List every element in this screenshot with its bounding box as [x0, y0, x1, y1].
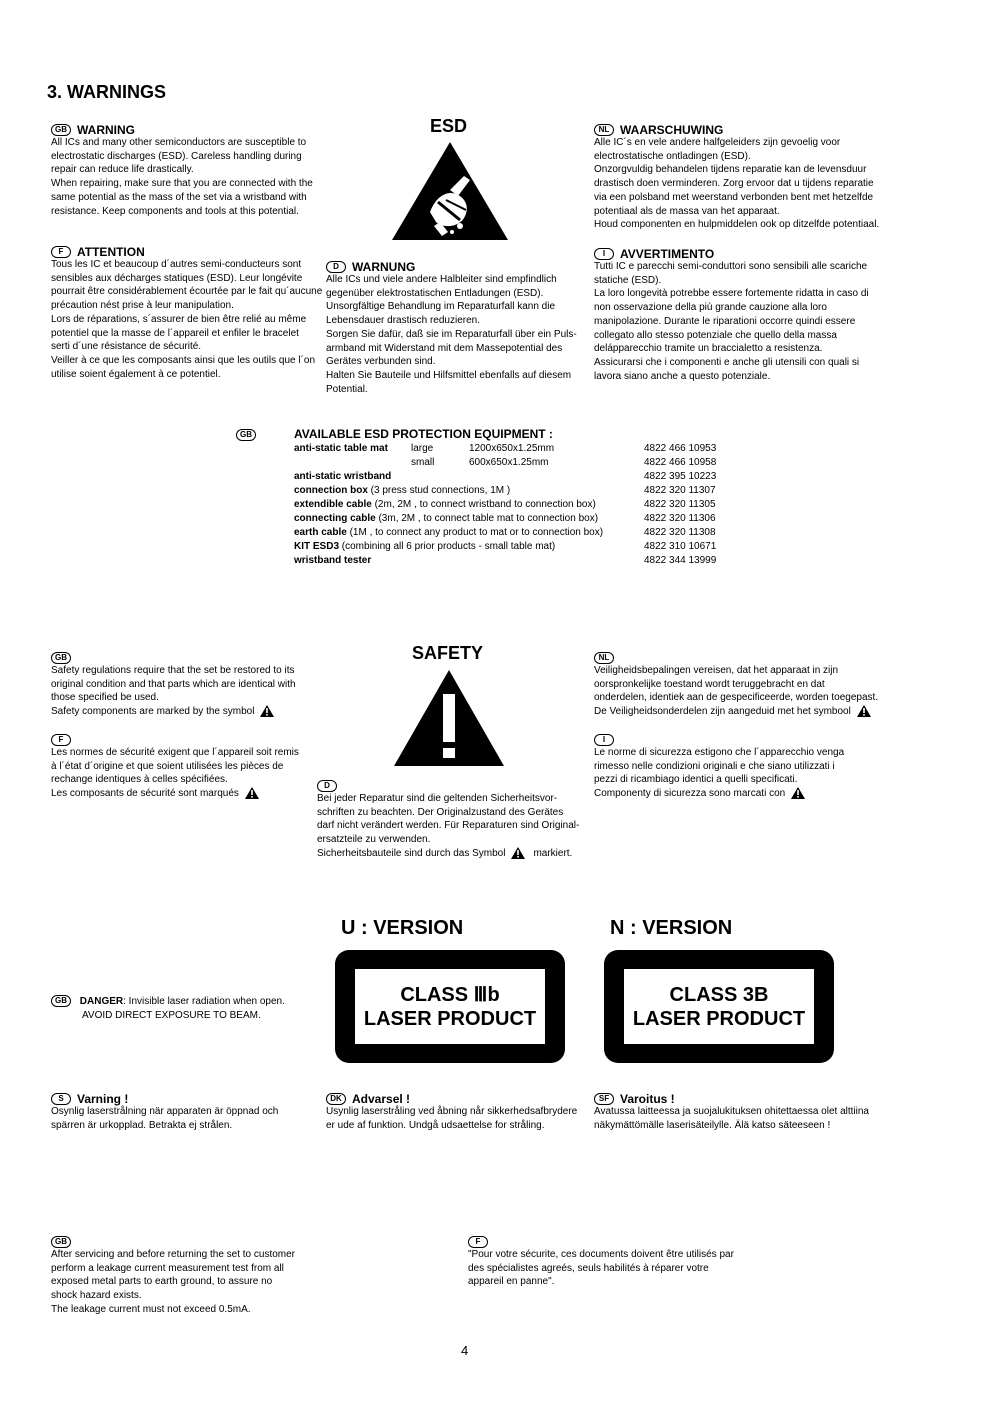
lang-badge: GB	[51, 124, 71, 136]
equipment-size: small	[411, 457, 435, 468]
paragraph: Alle IC´s en vele andere halfgeleiders zijn gevoelig voor electrostatische ontladingen (ESD). Onzorgvuldig behandelen tijdens reparatie kan de levensduur drastisch doen verminderen. Zorg ervoor dat u tijdens reparatie via een polsband met weerstand verbonden bent met hetzelfde potentiaal als de massa van het apparaat. Houd componenten en hulpmiddelen ook op ditzelfde potentiaal.	[594, 137, 880, 231]
equipment-row	[294, 555, 764, 569]
danger-label: DANGER	[79, 996, 124, 1007]
footer-gb-block	[51, 1233, 331, 1317]
lang-badge: NL	[594, 652, 614, 664]
equipment-name	[294, 555, 644, 569]
lang-badge: SF	[594, 1093, 614, 1105]
label-line: CLASS 3B	[669, 983, 769, 1006]
lang-badge: F	[51, 246, 71, 258]
equipment-desc: (combining all 6 prior products - small table mat)	[339, 541, 556, 552]
equipment-desc: (1M , to connect any product to mat or to connection box)	[346, 527, 604, 538]
section-heading: Advarsel !	[352, 1091, 411, 1106]
esd-i-block	[594, 245, 894, 383]
paragraph: Alle ICs und viele andere Halbleiter sind empfindlich gegenüber elektrostatischen Entladungen (ESD). Unsorgfältige Behandlung im Reparaturfall kann die Lebensdauer drastisch reduzieren. Sorgen Sie dafür, daß sie im Reparaturfall über ein Puls- armband mit Widerstand mit dem Massepotential des Gerätes verbunden sind. Halten Sie Bauteile und Hilfsmittel ebenfalls auf diesem Potential.	[326, 274, 577, 395]
lang-badge: GB	[51, 1236, 71, 1248]
equipment-code: 4822 466 10958	[644, 457, 717, 468]
equipment-desc: (3m, 2M , to connect table mat to connection box)	[375, 513, 599, 524]
safety-f-block	[51, 731, 321, 801]
lang-badge: GB	[51, 995, 71, 1007]
equipment-row	[294, 457, 764, 471]
lang-badge: D	[326, 261, 346, 273]
caution-icon	[791, 787, 805, 799]
laser-s-block	[51, 1090, 321, 1132]
equipment-name	[294, 527, 644, 541]
equipment-code: 4822 320 11305	[644, 499, 716, 510]
equipment-dims: 600x650x1.25mm	[469, 457, 549, 468]
equipment-code: 4822 466 10953	[644, 443, 717, 454]
equipment-code: 4822 320 11307	[644, 485, 716, 496]
safety-d-block	[317, 777, 587, 861]
equipment-name	[294, 471, 644, 485]
laser-sf-block	[594, 1090, 894, 1132]
laser-label-u	[335, 950, 565, 1063]
u-version-title: U : VERSION	[341, 917, 464, 939]
page-number: 4	[461, 1343, 469, 1358]
caution-icon	[857, 705, 871, 717]
danger-text: : Invisible laser radiation when open.	[123, 996, 285, 1007]
paragraph: Veiligheidsbepalingen vereisen, dat het apparaat in zijn oorspronkelijke toestand wordt teruggebracht en dat onderdelen, identiek aan de gespecificeerde, worden toegepast.	[594, 665, 879, 704]
equipment-row	[294, 499, 764, 513]
page-title: 3. WARNINGS	[47, 82, 167, 102]
safety-nl-block	[594, 649, 894, 719]
section-heading: AVVERTIMENTO	[620, 246, 715, 261]
equipment-row	[294, 485, 764, 499]
equipment-name-bold: wristband tester	[294, 555, 372, 566]
paragraph: After servicing and before returning the set to customer perform a leakage current measurement test from all exposed metal parts to earth ground, to assure no shock hazard exists. The leakage current must not exceed 0.5mA.	[51, 1249, 296, 1315]
equipment-row	[294, 513, 764, 527]
safety-i-block	[594, 731, 894, 801]
paragraph: "Pour votre sécurite, ces documents doivent être utilisés par des spécialistes agreés, seuls habilités à réparer votre appareil en panne".	[468, 1249, 734, 1288]
symbol-line: Les composants de sécurité sont marqués	[51, 788, 239, 800]
section-heading: ATTENTION	[77, 244, 145, 259]
paragraph: All ICs and many other semiconductors are susceptible to electrostatic discharges (ESD). Careless handling during repair can reduce life drastically. When repairing, make sure that you are connected with the same potential as the mass of the set via a wristband with resistance. Keep components and tools at this potential.	[51, 137, 313, 217]
n-version-title: N : VERSION	[610, 917, 733, 939]
footer-f-block	[468, 1233, 768, 1289]
equipment-name	[294, 513, 644, 527]
esd-gb-block	[51, 121, 331, 218]
paragraph: Les normes de sécurité exigent que l´appareil soit remis à l´état d´origine et que soient utilisées les pièces de rechange identiques à celles spécifiées.	[51, 747, 299, 786]
symbol-line: Sicherheitsbauteile sind durch das Symbol	[317, 847, 506, 859]
equipment-name-bold: KIT ESD3	[294, 541, 340, 552]
section-heading: WARNING	[77, 122, 135, 137]
lang-badge: D	[317, 780, 337, 792]
lang-badge: I	[594, 248, 614, 260]
section-heading: Varning !	[77, 1091, 129, 1106]
caution-icon	[260, 705, 274, 717]
equipment-dims: 1200x650x1.25mm	[469, 443, 555, 454]
lang-badge: GB	[51, 652, 71, 664]
symbol-line: Safety components are marked by the symbol	[51, 706, 255, 718]
equipment-code: 4822 310 10671	[644, 541, 717, 552]
label-line: CLASS Ⅲb	[400, 983, 500, 1006]
lang-badge: F	[468, 1236, 488, 1248]
danger-text: AVOID DIRECT EXPOSURE TO BEAM.	[82, 1009, 261, 1021]
caution-icon	[245, 787, 259, 799]
esd-d-block	[326, 258, 586, 396]
symbol-line-suffix: markiert.	[533, 847, 573, 859]
esd-title: ESD	[430, 116, 468, 136]
symbol-line: Componenty di sicurezza sono marcati con	[594, 788, 786, 800]
paragraph: Osynlig laserstrålning när apparaten är öppnad och spärren är urkopplad. Betrakta ej strålen.	[51, 1106, 279, 1131]
paragraph: Le norme di sicurezza estigono che l´apparecchio venga rimesso nelle condizioni originali e che siano utilizzati i pezzi di ricambiago identici a quelli specificati.	[594, 747, 845, 786]
section-heading: WAARSCHUWING	[620, 122, 724, 137]
equipment-name: anti-static table mat	[294, 443, 388, 454]
paragraph: Safety regulations require that the set be restored to its original condition and that parts which are identical with those specified be used.	[51, 665, 296, 704]
danger-block	[51, 995, 321, 1022]
esd-f-block	[51, 243, 331, 381]
esd-warning-icon	[390, 140, 510, 242]
lang-badge: NL	[594, 124, 614, 136]
section-heading: Varoitus !	[620, 1091, 675, 1106]
equipment-row	[294, 471, 764, 485]
equipment-name	[294, 485, 644, 499]
paragraph: Usynlig laserstråling ved åbning når sikkerhedsafbrydere er ude af funktion. Undgå udsaettelse for stråling.	[326, 1106, 578, 1131]
paragraph: Bei jeder Reparatur sind die geltenden Sicherheitsvor- schriften zu beachten. Der Originalzustand des Gerätes darf nicht verändert werden. Für Reparaturen sind Original- ersatzteile zu verwenden.	[317, 793, 580, 846]
lang-badge: I	[594, 734, 614, 746]
label-line: LASER PRODUCT	[363, 1007, 537, 1030]
paragraph: Tous les IC et beaucoup d´autres semi-conducteurs sont sensibles aux décharges statiques (ESD). Leur longévite pourrait être considérablement écourtée par le fait qu´aucune précaution nést prise à leur manipulation. Lors de réparations, s´assurer de bien être relié au même potentiel que la masse de l´appareil et enfiler le bracelet serti d´une résistance de sécurité. Veiller à ce que les composants ainsi que les outils que l´on utilise soient également à ce potentiel.	[51, 259, 323, 380]
caution-icon	[511, 847, 525, 859]
laser-dk-block	[326, 1090, 596, 1132]
laser-label-n	[604, 950, 834, 1063]
symbol-line: De Veiligheidsonderdelen zijn aangeduid met het symbool	[594, 706, 851, 718]
equipment-row	[294, 541, 764, 555]
equipment-desc: (3 press stud connections, 1M )	[367, 485, 511, 496]
equipment-code: 4822 395 10223	[644, 471, 717, 482]
label-line: LASER PRODUCT	[632, 1007, 806, 1030]
equipment-row	[294, 443, 764, 457]
safety-title: SAFETY	[412, 643, 484, 663]
equipment-row	[294, 527, 764, 541]
equipment-name-bold: extendible cable	[294, 499, 372, 510]
paragraph: Tutti IC e parecchi semi-conduttori sono sensibili alle scariche statiche (ESD). La loro longevità potrebbe essere fortemente ridatta in caso di non osservazione della più grande cauzione alla loro manipolazione. Durante le riparationi occorre quindi essere collegato allo stesso potenziale che quello della massa delápparecchio tramite un braccialetto a resistenza. Assicurarsi che i componenti e anche gli utensili con quali si lavora siano anche a questo potenziale.	[594, 261, 869, 382]
equipment-name-bold: anti-static wristband	[294, 471, 392, 482]
equipment-size: large	[411, 443, 434, 454]
equipment-name-bold: earth cable	[294, 527, 347, 538]
paragraph: Avatussa laitteessa ja suojalukituksen ohitettaessa olet alttiina näkymättömälle laserisäteilylle. Älä katso säteeseen !	[594, 1106, 869, 1131]
lang-badge: GB	[236, 429, 256, 441]
equipment-code: 4822 320 11308	[644, 527, 716, 538]
equipment-code: 4822 344 13999	[644, 555, 717, 566]
equipment-code: 4822 320 11306	[644, 513, 716, 524]
safety-warning-icon	[392, 668, 506, 768]
equipment-name-bold: connecting cable	[294, 513, 376, 524]
equipment-table	[294, 443, 764, 569]
equipment-name	[294, 457, 411, 471]
section-heading: WARNUNG	[352, 259, 416, 274]
equipment-title: AVAILABLE ESD PROTECTION EQUIPMENT :	[294, 427, 553, 441]
equipment-name-bold: connection box	[294, 485, 368, 496]
lang-badge: DK	[326, 1093, 346, 1105]
safety-gb-block	[51, 649, 321, 719]
equipment-desc: (2m, 2M , to connect wristband to connection box)	[371, 499, 596, 510]
equipment-name	[294, 499, 644, 513]
equipment-name	[294, 541, 644, 555]
lang-badge: S	[51, 1093, 71, 1105]
lang-badge: F	[51, 734, 71, 746]
esd-nl-block	[594, 121, 894, 232]
